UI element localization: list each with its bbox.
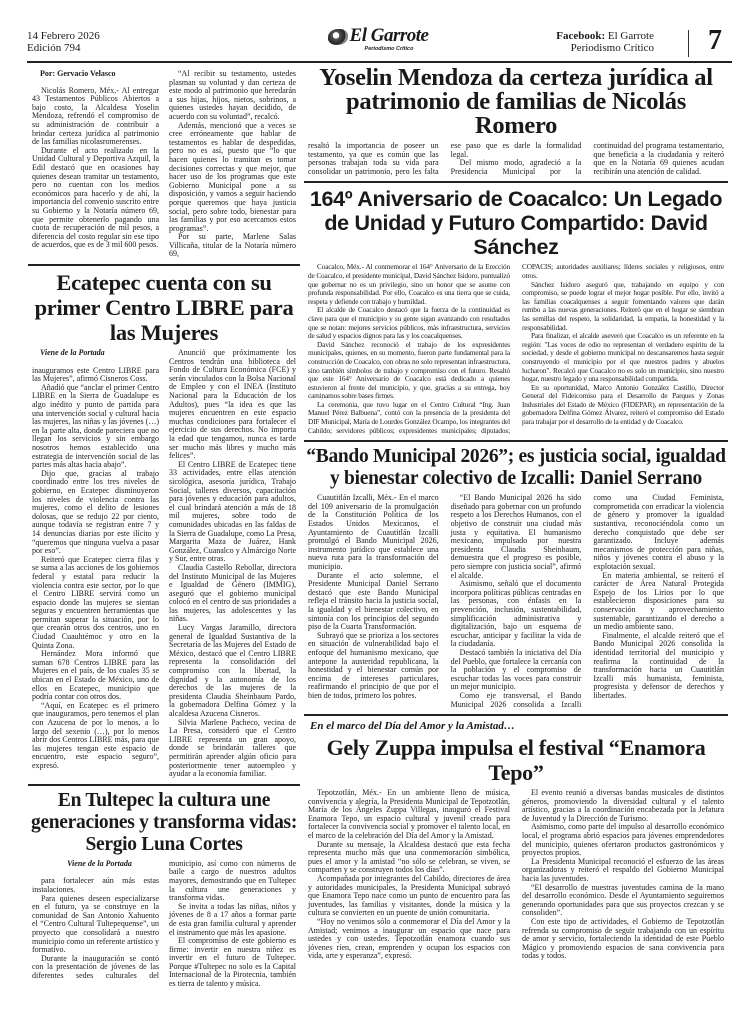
article-paragraph: Asimismo, señaló que el documento incorpora políticas públicas centradas en las personas, con énfasis en la prevención, inclusión, sustentabilidad, simplificación administrativa y digitalización, bajo un esquema de escuchar, anticipar y facilitar la vida de la ciudadanía. — [450, 579, 582, 649]
article-paragraph: “Hoy no venimos sólo a conmemorar el Día del Amor y la Amistad; venimos a inaugurar un espacio que nace para ustedes y con ustedes. Tepotzotlán enamora cuando sus jóvenes ríen, crean, emprenden y ocupan los espacios con vida, arte y esperanza”, expresó. — [308, 917, 510, 961]
facebook-tagline: Periodismo Crítico — [570, 42, 654, 54]
section-rule — [28, 784, 300, 786]
header-divider — [688, 30, 689, 57]
article-paragraph: Durante el acto realizado en la Unidad Cultural y Deportiva Azquil, la Edil destacó que en ocasiones hay quienes desean tramitar un testamento, pero no cuentan con los medios económicos para hacerlo y de ahí, la importancia del convenio suscrito entre su Gobierno y la Notaría número 69, que permite obtenerlo pagando una cuota de recuperación de mil pesos, a diferencia del costo regular sin ese tipo de acuerdos, que es de 3 mil 600 pesos. — [32, 145, 159, 250]
article-paragraph: Finalmente, el alcalde reiteró que el Bando Municipal 2026 consolida la identidad territorial del municipio y reafirma la continuidad de la transformación hacia un Cuautitlán Izcalli más humanista, feminista, progresista y defensor de derechos y libertades. — [593, 630, 724, 700]
article-gely-body — [304, 789, 728, 961]
article-paragraph: Durante la inauguración se contó con la presentación de jóvenes de las diferentes sedes culturales del municipio, así como con números de baile a cargo de nuestros adultos mayores, demostrando que en Tultepec la cultura une generaciones y transforma vidas. — [32, 858, 296, 980]
article-paragraph: resaltó la importancia de poseer un testamento, ya que es común que las personas trabajan toda su vida para consolidar un patrimonio, pero les falta ese paso que es darle la formalidad legal. — [308, 141, 582, 176]
logo-text: El Garrote — [349, 25, 429, 46]
masthead-date-edition — [27, 30, 100, 54]
headline-tultepec: En Tultepec la cultura une generaciones y transforma vidas: Sergio Luna Cortes — [30, 789, 298, 855]
article-paragraph: “Al recibir su testamento, ustedes plasman su voluntad y dan certeza de este modo al patrimonio que heredarán a sus hijas, hijos, nietos, sobrinos, a quienes ustedes hayan decidido, de acuerdo con su voluntad”, recalcó. — [169, 69, 296, 121]
article-paragraph: Para quienes deseen especializarse en el futuro, ya se construye en la comunidad de San Antonio Xahuento el “Centro Cultural Tultepequense”, un proyecto que consolidará a nuestro municipio como un referente artístico y formativo. — [32, 893, 159, 955]
edition-number: Edición 794 — [27, 42, 81, 54]
facebook-label: Facebook: — [556, 30, 606, 42]
article-paragraph: Durante el acto solemne, el Presidente Municipal Daniel Serrano destacó que este Bando Municipal refleja el tránsito hacia la justicia social, la igualdad y el bienestar colectivo, en sintonía con los principios del segundo piso de la Cuarta Transformación. — [308, 570, 439, 632]
article-paragraph: Añadió que “anclar el primer Centro LIBRE en la Sierra de Guadalupe es algo inédito y punto de partida para una intervención social y cultural hacia las mujeres, las niñas y las jóvenes (…) en la parte alta, donde pareciera que no llegan los servicios y sin embargo nosotros hemos establecido una estrategia de intervención social de las partes más altas hacia abajo”. — [32, 382, 159, 470]
article-paragraph: Destacó también la iniciativa del Día del Pueblo, que fortalece la cercanía con la población y el compromiso de escuchar todas las voces para construir un mejor municipio. — [450, 647, 582, 692]
article-tultepec-body — [28, 860, 300, 989]
article-paragraph: Por su parte, Marlene Salas Villicaña, titular de la Notaría número 69, — [169, 232, 296, 259]
article-paragraph: Se invita a todas las niñas, niños y jóvenes de 8 a 17 años a formar parte de esta gran familia cultural y aprender el instrumento que más les apasione. — [169, 901, 296, 937]
right-column-stack — [304, 66, 728, 961]
continued-from-front-label: Viene de la Portada — [40, 348, 105, 358]
article-paragraph: Nicolás Romero, Méx.- Al entregar 43 Testamentos Públicos Abiertos a bajo costo, la Alcaldesa Yoselin Mendoza, refrendó el compromiso de su administración de contribuir a brindar certeza jurídica al patrimonio de las familias nicolasromerenses. — [32, 85, 159, 147]
article-paragraph: Cuautitlán Izcalli, Méx.- En el marco del 109 aniversario de la promulgación de la Constitución Política de los Estados Unidos Mexicanos, el Ayuntamiento de Cuautitlán Izcalli promulgó el Bando Municipal 2026, instrumento jurídico que establece una nueva ruta para la transformación del municipio. — [308, 493, 439, 571]
article-ecatepec-body — [28, 349, 300, 779]
page-number: 7 — [708, 25, 722, 56]
article-paragraph: El compromiso de este gobierno es firme: invertir en nuestra niñez es invertir en el futuro de Tultepec. Porque #Tultepec no solo es la Capital Internacional de la Pirotecnia, también es tierra de talento y música. — [169, 936, 296, 989]
header-rule — [27, 61, 732, 63]
facebook-name: El Garrote — [607, 30, 654, 42]
article-paragraph: Subrayó que se prioriza a los sectores en situación de vulnerabilidad bajo el enfoque del humanismo mexicano, que antepone la austeridad republicana, la honestidad y el bienestar común por encima de intereses particulares, reafirmando el principio de que por el bien de todos, primero los pobres. — [308, 630, 439, 700]
section-rule — [304, 181, 728, 183]
logo-tagline: Periodismo Crítico — [364, 46, 414, 52]
headline-coacalco: 164º Aniversario de Coacalco: Un Legado de Unidad y Futuro Compartido: David Sánchez — [309, 187, 723, 260]
left-column-stack — [28, 66, 300, 989]
section-rule — [304, 714, 728, 716]
article-yoselin-body-left — [28, 66, 300, 259]
headline-ecatepec: Ecatepec cuenta con su primer Centro LIBRE para las Mujeres — [34, 270, 294, 346]
article-paragraph: Con este tipo de actividades, el Gobierno de Tepotzotlán refrenda su compromiso de seguir trabajando con un espíritu de amor y servicio, fortaleciendo la identidad de este Pueblo Mágico y promoviendo espacios de sana convivencia para todas y todos. — [522, 917, 724, 961]
article-paragraph: para fortalecer aún más estas instalaciones. — [32, 876, 159, 894]
article-paragraph: La ceremonia, que tuvo lugar en el Centro Cultural “Ing. Juan Manuel Pérez Balbuena”, contó con la presencia de la presidenta del DIF Municipal, María de Lourdes González Ocampo, los integrantes del Cabildo; servidores públicos; expresidentes municipales; diputados; COPACIS; autoridades auxiliares; líderes sociales y religiosos, entre otros. — [308, 262, 724, 435]
article-yoselin-body-right — [304, 142, 728, 176]
article-paragraph: “El Bando Municipal 2026 ha sido diseñado para gobernar con un profundo respeto a los Derechos Humanos, con el objetivo de construir una ciudad más justa y equitativa. El humanismo mexicano, impulsado por nuestra presidenta Claudia Sheinbaum, demuestra que el progreso es posible, pero siempre con justicia social”, afirmó el alcalde. — [450, 493, 582, 580]
article-paragraph: Dijo que, gracias al trabajo coordinado entre los tres niveles de gobierno, en Ecatepec disminuyeron los niveles de violencia contra las mujeres, como el delito de lesiones dolosas, que se redujo 22 por ciento, aunque todavía se registran entre 7 y 14 denuncias diarias por este ilícito y “queremos que ninguna vuelva a pasar por eso”. — [32, 468, 159, 556]
article-paragraph: Coacalco, Méx.- Al conmemorar el 164° Aniversario de la Erección de Coacalco, el presidente municipal, David Sánchez Isidoro, puntualizó que gobernar no es un privilegio, sino un honor que se asume con profunda responsabilidad. Por ello, Coacalco es una tierra que se cuida, respeta y defiende con trabajo y humildad. — [308, 262, 510, 306]
article-byline: Por: Gervacio Velasco — [40, 69, 116, 78]
section-rule — [28, 264, 300, 266]
kicker-gely: En el marco del Día del Amor y la Amistad… — [310, 720, 515, 733]
article-paragraph: Además, mencionó que a veces se cree erróneamente que hablar de testamentos es hablar de despedidas, pero no es así, puesto que “lo que hacen quienes lo tramitan es tomar decisiones correctas y que mejor, que hacer uso de los programas que este Gobierno Municipal pone a su disposición, y vamos a seguir haciendo porque queremos que haya justicia social, pero sobre todo, bienestar para las familias y por eso acercamos estos programas”. — [169, 120, 296, 233]
article-paragraph: El alcalde de Coacalco destacó que la fuerza de la continuidad es clave para que el municipio y su gente sigan avanzando con resultados que se notan: mejores servicios públicos, más infraestructura, servicios de salud y espacios dignos para las y los coacalquenses. — [308, 305, 510, 341]
section-rule — [304, 440, 728, 442]
article-bando-body — [304, 494, 728, 709]
headline-gely-zuppa: Gely Zuppa impulsa el festival “Enamora Tepo” — [326, 735, 706, 786]
article-paragraph: El evento reunió a diversas bandas musicales de distintos géneros, promoviendo la diversidad cultural y el talento artístico, gracias a la coordinación encabezada por la Jefatura de Juventud y la Dirección de Turismo. — [522, 788, 724, 823]
article-paragraph: Claudia Castello Rebollar, directora del Instituto Municipal de las Mujeres e Igualdad de Género (IMMIG), aseguró que el gobierno municipal colocó en el centro de sus prioridades a las mujeres, las adolescentes y las niñas. — [169, 562, 296, 624]
article-paragraph: Asimismo, como parte del impulso al desarrollo económico local, el programa abrió espacios para jóvenes emprendedores del municipio, quienes ofertaron productos gastronómicos y proyectos propios. — [522, 822, 724, 858]
article-paragraph: Durante su mensaje, la Alcaldesa destacó que esta fecha representa mucho más que una conmemoración simbólica, pues el amor y la amistad “no sólo se celebran, se viven, se comparten y se construyen todos los días”. — [308, 839, 510, 875]
continued-from-front-label: Viene de la Portada — [67, 858, 132, 868]
article-paragraph: Lucy Vargas Jaramillo, directora general de Igualdad Sustantiva de la Secretaría de las Mujeres del Estado de México, destacó que el Centro LIBRE representa la consolidación del compromiso con la libertad, la dignidad y la autonomía de los derechos de las mujeres de la presidenta Claudia Sheinbaum Pardo, la gobernadora Delfina Gómez y la alcaldesa Azucena Cisneros. — [169, 623, 296, 718]
headline-yoselin: Yoselin Mendoza da certeza jurídica al patrimonio de familias de Nicolás Romero — [319, 64, 713, 139]
article-paragraph: Como eje transversal, el Bando Municipal 2026 consolida a Izcalli como una Ciudad Feminista, comprometida con erradicar la violencia de género y promover la igualdad sustantiva, reconociéndola como un derecho conquistado que debe ser garantizado. Incluye además mecanismos de protección para niñas, niños y jóvenes contra el abuso y la explotación sexual. — [450, 493, 724, 709]
article-paragraph: Del mismo modo, agradeció a la Presidencia Municipal por la continuidad del programa testamentario, que beneficia a la ciudadanía y reiteró que en la Notaría 69 quienes acudan recibirán una atención de calidad. — [450, 141, 724, 176]
article-paragraph: “El desarrollo de nuestras juventudes camina de la mano del desarrollo económico. Desde el Ayuntamiento seguiremos generando oportunidades para que sus proyectos crezcan y se consoliden”. — [522, 882, 724, 918]
article-paragraph: Hernández Mora informó que suman 678 Centros LIBRE para las Mujeres en el país, de los cuales 35 se ubican en el Estado de México, uno de ellos en Ecatepec, municipio que podría contar con otros dos. — [32, 649, 159, 702]
article-paragraph: David Sánchez reconoció el trabajo de los expresidentes municipales, quienes, en su momento, fueron parte fundamental para la construcción de Coacalco, con obras no solo representan infraestructura, sino también símbolos de trabajo y compromiso con el futuro. Resaltó que este 164° Aniversario de Coacalco está dedicado a quienes estuvieron al frente del municipio, y que, gracias a su entrega, hoy caminamos sobre bases firmes. — [308, 339, 510, 401]
article-paragraph: Tepotzotlán, Méx.- En un ambiente lleno de música, convivencia y alegría, la Presidenta Municipal de Tepotzotlán, María de los Ángeles Zuppa Villegas, inauguró el Festival Enamora Tepo, un espacio cultural y juvenil creado para fortalecer la convivencia social y promover el talento local, en el marco de la celebración del Día del Amor y la Amistad. — [308, 788, 510, 841]
article-paragraph: Para finalizar, el alcalde aseveró que Coacalco es un referente en la región: "Las voces de odio no representan el verdadero espíritu de la sociedad, y desde el gobierno municipal no descansaremos hasta seguir construyendo el municipio por el que nuestros padres y abuelos lucharon". Recalcó que Coacalco no es solo un municipio, sino nuestro hogar, nuestro legado y una responsabilidad compartida. — [522, 331, 724, 384]
article-coacalco-body — [304, 263, 728, 435]
article-paragraph: Acompañada por integrantes del Cabildo, directores de área y autoridades municipales, la Presidenta Municipal subrayó que Enamora Tepo nace como un punto de encuentro para las juventudes, las familias y visitantes, donde la música y la cultura se convierten en un puente de unión comunitaria. — [308, 874, 510, 918]
article-paragraph: La Presidenta Municipal reconoció el esfuerzo de las áreas organizadoras y reiteró el respaldo del Gobierno Municipal hacia las juventudes. — [522, 856, 724, 884]
article-paragraph: El Centro LIBRE de Ecatepec tiene 33 actividades, entre ellas atención sicológica, asesoría jurídica, Trabajo Social, talleres diversos, capacitación para jóvenes y educación para adultos, el cual brindará atención a más de 18 mil mujeres, sobre todo de comunidades ubicadas en las faldas de la Sierra de Guadalupe, como La Presa, Margarita Maza de Juárez, Hank González, Cuanalco y Almárcigo Norte y Sur, entre otras. — [169, 459, 296, 564]
headline-bando-municipal: “Bando Municipal 2026”; es justicia social, igualdad y bienestar colectivo de Izcalli: Daniel Serrano — [306, 446, 726, 490]
issue-date: 14 Febrero 2026 — [27, 30, 100, 42]
article-paragraph: En materia ambiental, se reiteró el carácter de Área Natural Protegida Espejo de los Lirios por lo que establecieron disposiciones para su conservación y aprovechamiento sustentable, garantizando el derecho a un medio ambiente sano. — [593, 570, 724, 632]
article-paragraph: En su oportunidad, Marco Antonio González Castillo, Director General del Fideicomiso para el Desarrollo de Parques y Zonas Industriales del Estado de México (FIDEPAR), en representación de la gobernadora Delfina Gómez Álvarez, reiteró el compromiso del Estado para trabajar por el desarrollo de la entidad y de Coacalco. — [522, 382, 724, 427]
article-paragraph: Reiteró que Ecatepec cierra filas y se suma a las acciones de los gobiernos federal y estatal para reducir la violencia contra este sector, por lo que el Centro LIBRE servirá como un espacio donde las mujeres se sientan seguras y encuentren herramientas que permitan superar la situación, por lo que crearán otros dos centros, uno en Ciudad Cuauhtémoc y otro en la Quinta Zona. — [32, 554, 159, 650]
logo-mascot-icon — [328, 29, 348, 45]
facebook-info — [556, 30, 654, 54]
newspaper-logo — [318, 26, 438, 60]
article-paragraph: Sánchez Isidoro aseguró que, trabajando en equipo y con compromiso, se puede lograr el mejor hogar posible. Por ello, invitó a las familias coacalquenses a seguir fomentando valores que darán rumbo a las nuevas generaciones. Reiteró que en el hogar se siembran las semillas del respeto, la solidaridad, la empatía, la honestidad y la responsabilidad. — [522, 279, 724, 332]
article-paragraph: Anunció que próximamente los Centros tendrán una biblioteca del Fondo de Cultura Económica (FCE) y serán vinculados con la Bolsa Nacional de Empleo y con el INEA (Instituto Nacional para la Educación de los Adultos), pues “la idea es que las mujeres encuentren en este espacio muchas condiciones para fortalecer el ejercicio de sus derechos. No importa la edad que tengamos, nunca es tarde ser mucho más libres y mucho más felices”. — [169, 348, 296, 461]
article-paragraph: inauguramos este Centro LIBRE para las Mujeres”, afirmó Cisneros Coss. — [32, 365, 159, 384]
article-paragraph: Silvia Marlene Pacheco, vecina de La Presa, consideró que el Centro LIBRE representa un gran apoyo, donde se brindarán talleres que permitirán aprender algún oficio para posteriormente tener autoempleo y ayudar a la economía familiar. — [169, 717, 296, 779]
article-paragraph: “Aquí, en Ecatepec es el primero que inauguramos, pero tenemos el plan con Azucena de por lo menos, a lo largo del sexenio (…), por lo menos abrir dos Centros LIBRE más, para que las mujeres tengan este espacio de encuentro, este espacio seguro”, expresó. — [32, 700, 159, 770]
